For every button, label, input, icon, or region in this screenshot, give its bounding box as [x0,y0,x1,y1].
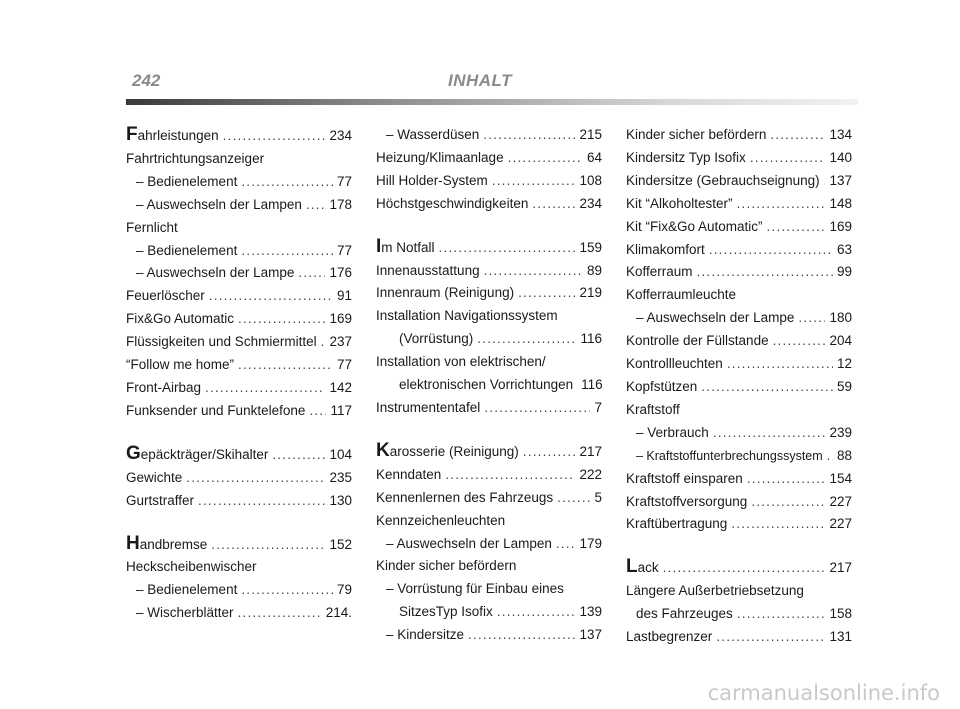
entry-label: epäckträger/Skihalter [140,446,269,462]
entry-label: Kinder sicher befördern [626,127,767,142]
entry-label: Kraftstoff [626,401,680,417]
entry-label: (Vorrüstung) [399,331,474,347]
entry-label: – Auswechseln der Lampe [136,265,295,281]
entry-label: Fahrtrichtungsanzeiger [126,150,265,166]
entry-page: 179 [579,535,602,551]
entry-label: – Kindersitze [386,627,465,643]
watermark: carmanualsonline.info [707,681,940,705]
entry-label: Installation von elektrischen/ [376,354,546,370]
entry-page: 79 [336,582,352,598]
index-entry [126,533,352,557]
index-entry [126,240,352,263]
index-entry [376,147,602,170]
entry-page: 204 [829,333,852,349]
entry-page: 237 [329,334,352,350]
section-initial: G [126,442,141,464]
entry-page: 227 [829,493,852,509]
entry-page: 63 [836,241,852,257]
section-initial: I [376,235,382,257]
index-entry [376,510,602,533]
entry-label: Kit “Fix&Go Automatic” [626,218,763,234]
entry-label: SitzesTyp Isofix [399,604,493,620]
entry-label: Kraftstoff einsparen [626,470,743,486]
entry-label: Lastbegrenzer [626,629,713,645]
entry-label: Kofferraumleuchte [626,287,737,303]
index-entry [626,556,852,580]
entry-label: Längere Außerbetriebsetzung [626,583,804,599]
index-entry [376,624,602,647]
index-column-3 [626,124,852,649]
entry-label: Installation Navigationssystem [376,308,558,324]
entry-page: 148 [829,195,852,211]
entry-label: Kontrolle der Füllstande [626,333,769,349]
index-entry [126,171,352,194]
index-entry [376,328,602,351]
entry-page: 131 [829,629,852,645]
entry-label: Kindersitz Typ Isofix [626,149,746,165]
entry-label: des Fahrzeuges [636,606,733,622]
entry-label: Kindersitze (Gebrauchseignung) [626,172,820,188]
index-entry [126,285,352,308]
index-entry [626,261,852,284]
entry-page: 77 [336,357,352,373]
entry-label: Instrumententafel [376,399,481,415]
index-entry [376,464,602,487]
index-entry [126,443,352,467]
entry-page: 215 [579,127,602,142]
entry-label: – Verbrauch [636,424,709,440]
index-entry [126,467,352,490]
entry-label: Heizung/Klimaanlage [376,149,504,165]
entry-page: 108 [579,172,602,188]
entry-label: Kennzeichenleuchten [376,512,506,528]
index-entry [626,376,852,399]
index-entry [126,262,352,285]
entry-page: 219 [579,285,602,301]
index-entry [626,399,852,422]
index-entry [376,533,602,556]
entry-page: 154 [829,470,852,486]
entry-label: Front-Airbag [126,379,202,395]
entry-page: 152 [329,536,352,552]
index-entry [126,194,352,217]
index-entry [376,260,602,283]
index-entry [376,397,602,420]
entry-page: 59 [836,378,852,394]
index-entry [626,216,852,239]
entry-label: – Auswechseln der Lampe [636,310,795,326]
index-entry [376,555,602,578]
entry-page: 116 [581,377,603,393]
entry-page: 134 [829,127,852,142]
index-entry [126,331,352,354]
index-entry [626,603,852,626]
index-entry [126,490,352,513]
index-entry [626,124,852,147]
entry-label: – Bedienelement [136,582,238,598]
entry-page: 234 [579,195,602,211]
index-entry [626,330,852,353]
entry-label: Kinder sicher befördern [376,558,517,574]
index-entry [126,602,352,625]
entry-label: andbremse [139,536,208,552]
entry-label: – Auswechseln der Lampen [386,535,552,551]
entry-label: ack [637,560,659,576]
entry-page: 104 [329,446,352,462]
entry-label: Flüssigkeiten und Schmiermittel [126,334,317,350]
index-entry [626,307,852,330]
header-rule [126,99,858,105]
entry-page: 142 [329,379,352,395]
entry-label: elektronischen Vorrichtungen [399,377,574,393]
index-entry [376,440,602,464]
entry-label: Funksender und Funktelefone [126,402,306,418]
entry-page: 12 [836,356,852,372]
index-entry [626,353,852,376]
index-entry [376,305,602,328]
entry-page: 178 [329,196,352,212]
entry-page: 140 [829,149,852,165]
section-initial: K [376,439,390,461]
entry-page: 214. [325,605,352,621]
entry-page: 139 [579,604,602,620]
section-initial: F [126,124,138,145]
index-entry [626,170,852,193]
entry-label: – Auswechseln der Lampen [136,196,302,212]
index-entry [626,445,852,468]
entry-label: Heckscheibenwischer [126,559,257,575]
entry-page: 116 [580,331,602,347]
entry-page: 77 [336,242,352,258]
entry-page: 217 [579,443,602,459]
index-entry [376,170,602,193]
entry-page: 130 [329,492,352,508]
entry-page: 88 [836,447,852,463]
entry-page: 7 [594,399,602,415]
entry-page: 5 [594,489,602,505]
entry-page: 99 [836,264,852,280]
index-entry [126,354,352,377]
entry-label: Kraftübertragung [626,516,728,532]
entry-page: 117 [330,402,352,418]
entry-label: ahrleistungen [137,128,219,143]
index-entry [626,491,852,514]
entry-page: 137 [579,627,602,643]
index-entry [376,193,602,216]
entry-page: 89 [586,262,602,278]
entry-page: 159 [579,239,602,255]
entry-page: 77 [336,173,352,189]
entry-page: 158 [829,606,852,622]
entry-label: Fix&Go Automatic [126,311,235,327]
index-entry [376,236,602,260]
index-entry [626,513,852,536]
entry-label: Hill Holder-System [376,172,488,188]
index-entry [626,422,852,445]
entry-label: – Wischerblätter [136,605,234,621]
entry-page: 176 [329,265,352,281]
index-entry [626,147,852,170]
entry-label: – Bedienelement [136,242,238,258]
entry-page: 64 [586,149,602,165]
index-entry [126,217,352,240]
index-column-1 [126,124,352,625]
entry-page: 169 [329,311,352,327]
section-initial: L [626,556,638,578]
entry-label: – Wasserdüsen [386,127,480,142]
entry-page: 239 [829,424,852,440]
entry-label: Kenndaten [376,466,442,482]
entry-page: 222 [579,466,602,482]
entry-label: m Notfall [381,239,435,255]
entry-label: Kofferraum [626,264,693,280]
entry-label: – Bedienelement [136,173,238,189]
entry-label: “Follow me home” [126,357,235,373]
index-entry [626,239,852,262]
entry-page: 235 [329,469,352,485]
entry-label: Feuerlöscher [126,288,205,304]
index-entry [126,148,352,171]
index-entry [126,308,352,331]
index-entry [626,284,852,307]
entry-page: 91 [336,288,352,304]
page-title: INHALT [447,71,513,90]
entry-page: 227 [829,516,852,532]
index-entry [376,124,602,147]
section-initial: H [126,532,140,554]
entry-page: 137 [829,172,852,188]
index-entry [376,601,602,624]
entry-label: Innenausstattung [376,262,480,278]
index-entry [376,578,602,601]
index-entry [126,556,352,579]
index-column-2 [376,124,602,647]
index-entry [126,377,352,400]
entry-label: Kopfstützen [626,378,698,394]
entry-label: Gurtstraffer [126,492,195,508]
index-entry [626,193,852,216]
entry-label: Kennenlernen des Fahrzeugs [376,489,554,505]
index-entry [626,468,852,491]
entry-label: Gewichte [126,469,183,485]
index-entry [126,579,352,602]
index-entry [626,626,852,649]
entry-page: 180 [829,310,852,326]
entry-label: Kontrollleuchten [626,356,723,372]
entry-label: Fernlicht [126,219,178,235]
index-entry [376,351,602,374]
page-number: 242 [132,71,161,90]
entry-page: 217 [829,560,852,576]
entry-label: Kraftstoffversorgung [626,493,748,509]
entry-label: – Vorrüstung für Einbau eines [386,581,564,597]
index-entry [126,400,352,423]
entry-label: Klimakomfort [626,241,705,257]
index-entry [376,487,602,510]
page-header [0,64,960,104]
entry-label: Kit “Alkoholtester” [626,195,733,211]
index-entry [126,124,352,148]
entry-label: arosserie (Reinigung) [389,443,519,459]
entry-page: 234 [329,128,352,143]
index-entry [376,282,602,305]
entry-page: 169 [829,218,852,234]
index-entry [376,374,602,397]
entry-label: Höchstgeschwindigkeiten [376,195,529,211]
entry-label: – Kraftstoffunterbrechungssystem [636,448,823,463]
index-entry [626,580,852,603]
entry-label: Innenraum (Reinigung) [376,285,515,301]
